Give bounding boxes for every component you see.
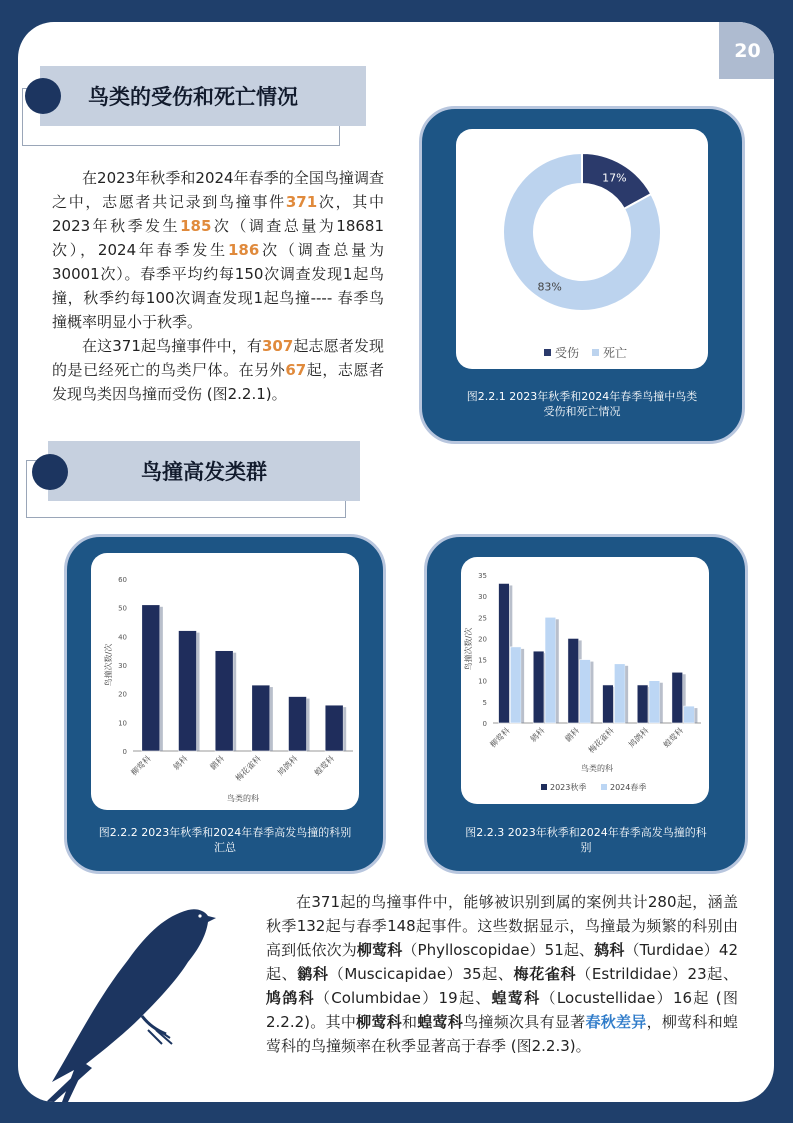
legend-label: 受伤 [555,346,580,360]
text-run: 次（调查总量为30001次）。春季平均约每150次调查发现1起鸟撞，秋季约每100次调查发现1起鸟撞---- 春季鸟撞概率明显小于秋季。 [52,241,384,331]
highlight-number: 371 [285,193,318,211]
text-run: 起志愿者发现的是已经死亡的鸟类尸体。在另外 [52,337,384,379]
family-name: 鸫科 [594,941,625,959]
x-tick-label: 蝗莺科 [661,726,686,750]
y-tick-label: 10 [118,719,127,728]
bar [614,664,625,723]
heading-bullet [32,454,68,490]
x-tick-label: 梅花雀科 [233,754,263,784]
x-tick-label: 蝗莺科 [312,754,337,778]
highlight-number: 307 [261,337,294,355]
bar [142,605,160,751]
text-run: 次，其中2023年秋季发生 [52,193,384,235]
y-tick-label: 25 [478,614,487,623]
text-run: 在2023年秋季和2024年春季的全国鸟撞调查之中，志愿者共记录到鸟撞事件 [52,169,384,211]
bar [533,651,544,723]
text-run: （Locustellidae）16起 (图2.2.2)。其中 [266,989,738,1031]
legend-label: 2024春季 [610,783,647,792]
x-tick-label: 柳莺科 [129,754,153,778]
figure-injury-death-donut [419,106,745,444]
bar-depth [307,699,310,751]
text-run: （Turdidae）42起、 [266,941,738,983]
bar [510,647,521,723]
y-tick-label: 30 [118,662,127,670]
y-tick-label: 20 [478,635,487,644]
legend-label: 2023秋季 [550,783,587,792]
y-tick-label: 60 [118,576,127,584]
paragraph-1 [52,166,384,334]
bar-depth [521,649,524,723]
y-tick-label: 5 [482,698,487,707]
paragraph-3 [266,890,738,1058]
bar-chart-area [91,553,359,810]
bar-depth [694,708,697,723]
family-name: 蝗莺科 [417,1013,464,1031]
family-name: 柳莺科 [356,1013,403,1031]
bar [568,638,579,723]
family-name: 柳莺科 [356,941,403,959]
bar [288,697,306,751]
legend-label: 死亡 [603,346,628,360]
y-tick-label: 10 [478,677,487,686]
highlight-number: 186 [227,241,260,259]
bar-depth [233,653,236,751]
bar [684,706,695,723]
x-tick-label: 梅花雀科 [586,726,616,756]
bar-depth [160,607,163,751]
figure-family-summary-bar [64,534,386,874]
figure-caption: 图2.2.2 2023年秋季和2024年春季高发鸟撞的科别汇总 [98,826,352,854]
bar [637,685,648,723]
x-tick-label: 鸫科 [528,726,547,744]
text-run: 在这371起鸟撞事件中，有 [82,337,262,355]
y-axis-label: 鸟撞次数/次 [104,643,113,687]
bar [325,705,343,751]
figure-family-season-bar [424,534,748,874]
y-tick-label: 40 [118,633,127,642]
x-axis-label: 鸟类的科 [581,764,613,773]
figure-caption: 图2.2.3 2023年秋季和2024年春季高发鸟撞的科别 [465,826,707,854]
section3-text [266,890,738,1058]
bar-depth [660,683,663,723]
bar [649,681,660,723]
text-run: 和 [402,1013,418,1031]
family-name: 蝗莺科 [491,989,541,1007]
text-run: （Estrildidae）23起、 [576,965,738,983]
y-tick-label: 30 [478,593,487,602]
legend-swatch [601,784,607,790]
bar [252,685,270,751]
x-tick-label: 鹟科 [208,754,227,772]
bar [603,685,614,723]
donut-chart [456,129,708,369]
legend-swatch [592,349,599,356]
x-tick-label: 鸠鸽科 [627,726,651,750]
bar-depth [625,666,628,723]
bar [672,672,683,723]
heading-bullet [25,78,61,114]
text-run: 在371起的鸟撞事件中，能够被识别到属的案例共计280起，涵盖秋季132起与春季148起事件。这些数据显示，鸟撞最为频繁的科别由高到低依次为 [266,893,738,959]
y-tick-label: 35 [478,572,487,580]
swallow-illustration [38,888,228,1102]
bar [499,583,510,723]
slice-label: 83% [537,280,562,294]
bar-depth [270,687,273,751]
x-axis-label: 鸟类的科 [227,794,259,803]
highlight-term: 春秋差异 [585,1013,647,1031]
text-run: （Phylloscopidae）51起、 [402,941,595,959]
slice-label: 17% [602,171,627,185]
bar-depth [197,633,200,751]
bar [178,631,196,751]
x-tick-label: 柳莺科 [488,726,512,750]
text-run: 次（调查总量为18681次），2024年春季发生 [52,217,384,259]
family-name: 鸠鸽科 [266,989,315,1007]
y-tick-label: 0 [482,720,487,728]
y-tick-label: 15 [478,656,487,665]
bar [215,651,233,751]
report-page [18,22,774,1102]
bar-chart-summary [91,553,359,810]
text-run: （Columbidae）19起、 [314,989,492,1007]
bar-chart-by-season [461,557,709,804]
family-name: 梅花雀科 [513,965,577,983]
legend-swatch [544,349,551,356]
bar-depth [556,619,559,723]
text-run: 起，志愿者发现鸟类因鸟撞而受伤 (图2.2.1)。 [52,361,384,403]
highlight-number: 185 [180,217,212,235]
y-tick-label: 20 [118,690,127,699]
page-number: 20 [719,22,774,79]
highlight-number: 67 [285,361,307,379]
heading-title: 鸟类的受伤和死亡情况 [40,66,366,126]
y-axis-label: 鸟撞次数/次 [464,627,473,671]
bar-depth [343,707,346,751]
x-tick-label: 鸠鸽科 [276,754,300,778]
legend-swatch [541,784,547,790]
text-run: （Muscicapidae）35起、 [328,965,514,983]
section1-text [52,166,384,406]
text-run: ，柳莺科和蝗莺科的鸟撞频率在秋季显著高于春季 (图2.2.3)。 [266,1013,738,1055]
y-tick-label: 50 [118,604,127,613]
paragraph-2 [52,334,384,406]
bar [545,617,556,723]
x-tick-label: 鹟科 [563,726,582,744]
family-name: 鹟科 [297,965,329,983]
donut-chart-area [456,129,708,369]
bar-depth [590,662,593,723]
x-tick-label: 鸫科 [171,754,190,772]
grouped-bar-chart-area [461,557,709,804]
bar [580,660,591,723]
heading-title: 鸟撞高发类群 [48,441,360,501]
text-run: 鸟撞频次具有显著 [463,1013,586,1031]
y-tick-label: 0 [122,748,127,756]
figure-caption: 图2.2.1 2023年秋季和2024年春季鸟撞中鸟类受伤和死亡情况 [466,390,698,418]
